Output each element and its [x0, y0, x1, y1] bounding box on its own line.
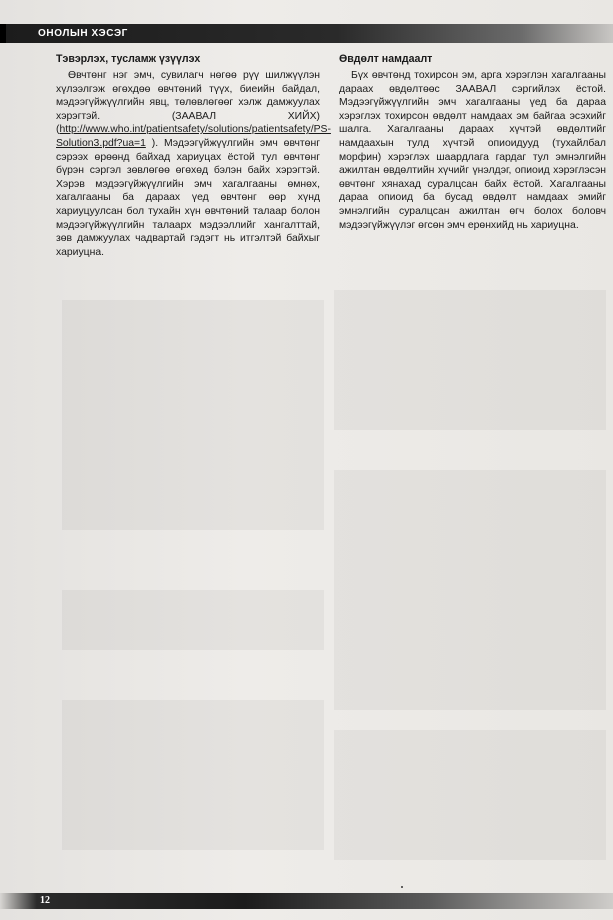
heading-pain-relief: Өвдөлт намдаалт — [339, 53, 433, 65]
heading-handover: Тэвэрлэх, тусламж үзүүлэх — [56, 53, 201, 65]
paragraph-text: Өвчтөнг нэг эмч, сувилагч нөгөө рүү шилжүүлэн хүлээлгэж өгөхдөө өвчтөний түүх, биеийн байдал, мэдээгүйжүүлгийн явц, төлөвлөгөөг хэлж дамжуулах хэрэгтэй. (ЗААВАЛ ХИЙХ) ( — [56, 70, 320, 136]
bleed-through-block — [334, 470, 606, 710]
bleed-through-block — [334, 290, 606, 430]
footer-bar — [0, 893, 613, 909]
bleed-through-block — [334, 730, 606, 860]
bleed-through-block — [62, 700, 324, 850]
bleed-through-block — [62, 300, 324, 530]
page-number: 12 — [40, 895, 50, 906]
paragraph-text: ). Мэдээгүйжүүлгийн эмч өвчтөнг сэрээх өрөөнд байхад хариуцах ёстой тул өвчтөнг бүрэн сэргэл зөвлөгөө өгөхөд бэлэн байх хэрэгтэй. Хэрэв мэдээгүйжүүлгийн эмч хагалгааны өмнөх, хагалгааны ба дараах үед өвчтөнг өөр хүнд хариуцуулсан бол тухайн хүн өвчтөний талаар болон мэдээгүйжүүлгийн талаарх мэдээллийг хангалттай, зөв дамжуулах чадвартай гэдэгт нь итгэлтэй байхыг хариуцна. — [56, 137, 320, 258]
paragraph-pain-relief: Бүх өвчтөнд тохирсон эм, арга хэрэглэн хагалгааны дараах өвдөлтөөс ЗААВАЛ сэргийлэх ёстой. Мэдээгүйжүүлгийн эмч хагалгааны үед ба дараа хэрэглэх тохирсон өвдөлт намдаах эм байгаа эсэхийг шалга. Хагалгааны дараах хүчтэй өвдөлтийг намдаахын тулд хүчтэй опиоидууд (тухайлбал морфин) хэрэглэх шаардлага гардаг тул эмнэлгийн ажилтан өвдөлтийн хүчийг үнэлдэг, опиоид хэрэглэсэн өвчтөнг хянахад суралцсан байх ёстой. Хагалгааны дараа опиоид ба бусад өвдөлт намдаах эмийг эмнэлгийн суралцсан ажилтан өгч болох боловч мэдээгүйжүүлэг өгсөн эмч ерөнхийд нь хариуцна. — [339, 70, 606, 231]
who-solution-link[interactable]: http://www.who.int/patientsafety/solutions/patientsafety/PS-Solution3.pdf?ua=1 — [56, 124, 331, 149]
section-title: ОНОЛЫН ХЭСЭГ — [38, 28, 128, 39]
paragraph-handover — [56, 69, 331, 259]
right-column — [339, 52, 606, 232]
left-column — [56, 52, 331, 259]
bleed-through-block — [62, 590, 324, 650]
print-speck — [401, 886, 403, 888]
header-accent — [0, 24, 6, 43]
